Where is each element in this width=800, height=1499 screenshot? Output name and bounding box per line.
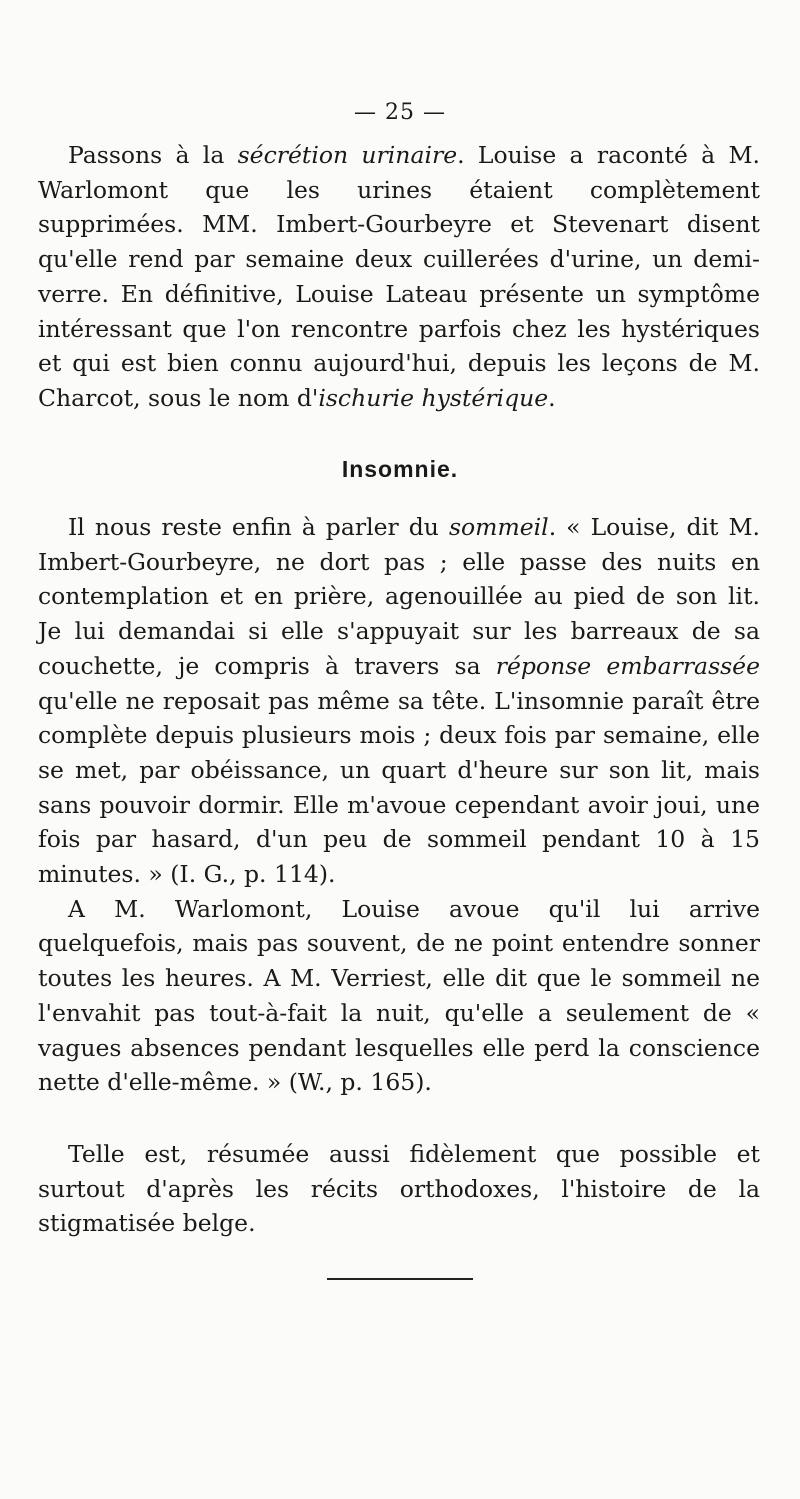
text-run: qu'elle ne reposait pas même sa tête. L'insomnie paraît être complète depuis plusieurs mois ; deux fois par semaine, elle se met, par obéissance, un quart d'heure sur son lit, mais sans pouvoir dormir. Elle m'avoue cependant avoir joui, une fois par hasard, d'un peu de sommeil pendant 10 à 15 minutes. » (I. G., p. 114). bbox=[38, 686, 760, 889]
section-heading: Insomnie. bbox=[341, 456, 459, 482]
text-run: . Louise a raconté à M. Warlomont que les urines étaient complètement supprimées. MM. Imbert-Gourbeyre et Stevenart disent qu'elle rend par semaine deux cuillerées d'urine, un demi-verre. En définitive, Louise Lateau présente un symptôme intéressant que l'on rencontre parfois chez les hystériques et qui est bien connu aujourd'hui, depuis les leçons de M. Charcot, sous le nom d' bbox=[38, 141, 760, 412]
text-run: Passons à la bbox=[68, 141, 238, 169]
paragraph-conclusion bbox=[38, 1137, 760, 1241]
paragraph-sommeil bbox=[38, 510, 760, 1100]
text-run: Il nous reste enfin à parler du bbox=[68, 513, 449, 541]
paragraph-text bbox=[38, 138, 760, 416]
text-run: . bbox=[548, 383, 556, 412]
paragraph-warlomont: A M. Warlomont, Louise avoue qu'il lui arrive quelquefois, mais pas souvent, de ne point entendre sonner toutes les heures. A M. Verriest, elle dit que le sommeil ne l'envahit pas tout-à-fait la nuit, qu'elle a seulement de « vagues absences pendant lesquelles elle perd la conscience nette d'elle-même. » (W., p. 165). bbox=[38, 894, 760, 1097]
text-run: . « Louise, dit M. Imbert-Gourbeyre, ne dort pas ; elle passe des nuits en contemplation et en prière, agenouillée au pied de son lit. Je lui demandai si elle s'appuyait sur les barreaux de sa couchette, je compris à travers sa bbox=[38, 513, 760, 680]
italic-term: sommeil bbox=[448, 513, 549, 541]
italic-term: réponse embarrassée bbox=[495, 651, 760, 680]
italic-term: ischurie hystérique bbox=[318, 383, 549, 412]
section-divider-rule bbox=[327, 1278, 473, 1280]
italic-term: sécrétion urinaire bbox=[237, 141, 458, 169]
paragraph-secretion bbox=[38, 138, 760, 416]
page-number: — 25 — bbox=[354, 100, 446, 125]
paragraph-text: Telle est, résumée aussi fidèlement que possible et surtout d'après les récits orthodoxes, l'histoire de la stigmatisée belge. bbox=[38, 1140, 760, 1238]
paragraph-text bbox=[38, 510, 760, 892]
